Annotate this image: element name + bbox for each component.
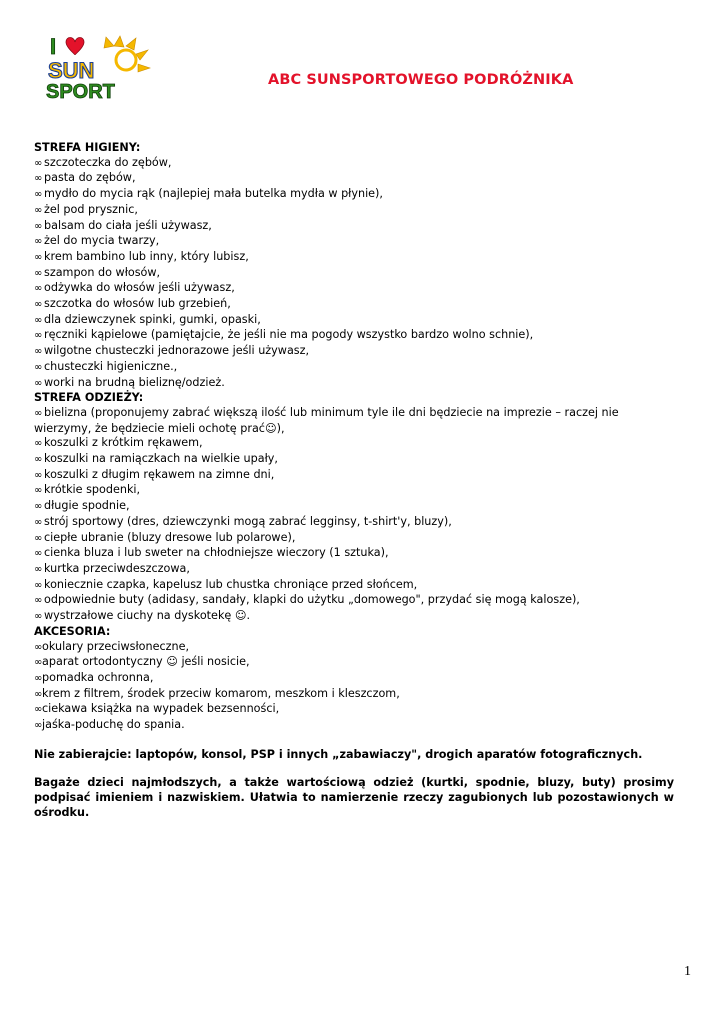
list-item — [34, 344, 674, 360]
list-item-text: bielizna (proponujemy zabrać większą ilość lub minimum tyle ile dni będziecie na imprezie – raczej nie wierzymy, że będziecie mieli ochotę prać☺), — [34, 405, 619, 435]
infinity-bullet-icon: ∞ — [34, 220, 43, 232]
list-item-text: ciekawa książka na wypadek bezsenności, — [42, 702, 280, 716]
list-item — [34, 360, 674, 376]
section-heading: AKCESORIA: — [34, 624, 111, 638]
list-item-text: krem z filtrem, środek przeciw komarom, meszkom i kleszczom, — [42, 686, 400, 700]
list-item — [34, 593, 674, 609]
list-item-text: ręczniki kąpielowe (pamiętajcie, że jeśli nie ma pogody wszystko bardzo wolno schnie), — [44, 328, 534, 342]
list-item-text: wilgotne chusteczki jednorazowe jeśli używasz, — [44, 344, 310, 358]
list-item — [34, 234, 674, 250]
infinity-bullet-icon: ∞ — [34, 236, 43, 248]
list-item-text: szampon do włosów, — [44, 265, 161, 279]
list-item — [34, 452, 674, 468]
list-item — [34, 718, 674, 734]
infinity-bullet-icon: ∞ — [34, 532, 43, 544]
list-item — [34, 687, 674, 703]
infinity-bullet-icon: ∞ — [34, 189, 43, 201]
list-item — [34, 655, 674, 671]
list-item-text: krótkie spodenki, — [44, 483, 141, 497]
list-item — [34, 671, 674, 687]
infinity-bullet-icon: ∞ — [34, 688, 43, 700]
list-item — [34, 250, 674, 266]
list-item-text: żel pod prysznic, — [44, 202, 138, 216]
infinity-bullet-icon: ∞ — [34, 314, 43, 326]
document-title: ABC SUNSPORTOWEGO PODRÓŻNIKA — [268, 72, 574, 88]
list-item — [34, 609, 674, 625]
list-item — [34, 171, 674, 187]
logo-i: I — [50, 34, 57, 59]
infinity-bullet-icon: ∞ — [34, 251, 43, 263]
list-item — [34, 562, 674, 578]
infinity-bullet-icon: ∞ — [34, 611, 43, 623]
infinity-bullet-icon: ∞ — [34, 704, 43, 716]
list-item — [34, 266, 674, 282]
list-item-text: koszulki na ramiączkach na wielkie upały, — [44, 452, 278, 466]
infinity-bullet-icon: ∞ — [34, 361, 43, 373]
infinity-bullet-icon: ∞ — [34, 657, 43, 669]
sun-icon — [104, 36, 150, 72]
list-item-text: worki na brudną bieliznę/odzież. — [44, 375, 225, 389]
list-item-text: mydło do mycia rąk (najlepiej mała butelka mydła w płynie), — [44, 187, 383, 201]
list-item — [34, 281, 674, 297]
list-item-text: pomadka ochronna, — [42, 670, 154, 684]
list-item — [34, 578, 674, 594]
list-item-text: chusteczki higieniczne., — [44, 359, 178, 373]
infinity-bullet-icon: ∞ — [34, 330, 43, 342]
infinity-bullet-icon: ∞ — [34, 563, 43, 575]
list-item-text: ciepłe ubranie (bluzy dresowe lub polarowe), — [44, 530, 296, 544]
infinity-bullet-icon: ∞ — [34, 595, 43, 607]
list-item-text: szczoteczka do zębów, — [44, 155, 172, 169]
infinity-bullet-icon: ∞ — [34, 548, 43, 560]
list-item-text: dla dziewczynek spinki, gumki, opaski, — [44, 312, 261, 326]
page-number: 1 — [684, 964, 691, 979]
list-item-text: odpowiednie buty (adidasy, sandały, klapki do użytku „domowego", przydać się mogą kalosze), — [44, 593, 580, 607]
list-item — [34, 546, 674, 562]
logo-graphic — [44, 34, 156, 102]
list-item-text: pasta do zębów, — [44, 171, 136, 185]
list-item-text: koszulki z długim rękawem na zimne dni, — [44, 467, 275, 481]
list-item — [34, 468, 674, 484]
section-heading: STREFA HIGIENY: — [34, 141, 141, 154]
section-heading: STREFA ODZIEŻY: — [34, 391, 144, 405]
infinity-bullet-icon: ∞ — [34, 516, 43, 528]
list-item-text: strój sportowy (dres, dziewczynki mogą zabrać legginsy, t-shirt'y, bluzy), — [44, 514, 452, 528]
list-item — [34, 376, 674, 392]
logo-sun-text: SUN — [48, 58, 95, 83]
list-item-text: żel do mycia twarzy, — [44, 234, 160, 248]
infinity-bullet-icon: ∞ — [34, 672, 43, 684]
heart-icon — [66, 38, 84, 56]
list-item — [34, 515, 674, 531]
list-item — [34, 436, 674, 452]
list-item — [34, 313, 674, 329]
list-item — [34, 187, 674, 203]
notice-do-not-bring: Nie zabierajcie: laptopów, konsol, PSP i innych „zabawiaczy", drogich aparatów fotograficznych. — [34, 747, 643, 761]
list-item-text: aparat ortodontyczny ☺ jeśli nosicie, — [42, 655, 250, 669]
list-item-text: jaśka-poduchę do spania. — [42, 718, 185, 732]
infinity-bullet-icon: ∞ — [34, 407, 43, 419]
list-item — [34, 483, 674, 499]
infinity-bullet-icon: ∞ — [34, 299, 43, 311]
list-item-text: długie spodnie, — [44, 499, 130, 513]
infinity-bullet-icon: ∞ — [34, 346, 43, 358]
infinity-bullet-icon: ∞ — [34, 438, 43, 450]
list-item-text: okulary przeciwsłoneczne, — [42, 639, 190, 653]
infinity-bullet-icon: ∞ — [34, 283, 43, 295]
list-item-text: szczotka do włosów lub grzebień, — [44, 297, 231, 311]
list-item — [34, 156, 674, 172]
infinity-bullet-icon: ∞ — [34, 641, 43, 653]
list-item — [34, 531, 674, 547]
infinity-bullet-icon: ∞ — [34, 204, 43, 216]
list-item-text: balsam do ciała jeśli używasz, — [44, 218, 212, 232]
list-item-text: koniecznie czapka, kapelusz lub chustka chroniące przed słońcem, — [44, 577, 418, 591]
list-item-text: kurtka przeciwdeszczowa, — [44, 561, 190, 575]
infinity-bullet-icon: ∞ — [34, 157, 43, 169]
list-item — [34, 499, 674, 515]
list-item — [34, 328, 674, 344]
document-body — [34, 141, 674, 821]
infinity-bullet-icon: ∞ — [34, 485, 43, 497]
list-item — [34, 406, 674, 436]
infinity-bullet-icon: ∞ — [34, 173, 43, 185]
logo-sport-text: SPORT — [46, 81, 115, 102]
list-item-text: koszulki z krótkim rękawem, — [44, 436, 203, 450]
infinity-bullet-icon: ∞ — [34, 501, 43, 513]
list-item — [34, 203, 674, 219]
list-item — [34, 640, 674, 656]
list-item-text: wystrzałowe ciuchy na dyskotekę ☺. — [44, 609, 251, 623]
infinity-bullet-icon: ∞ — [34, 579, 43, 591]
infinity-bullet-icon: ∞ — [34, 720, 43, 732]
infinity-bullet-icon: ∞ — [34, 267, 43, 279]
list-item — [34, 702, 674, 718]
list-item — [34, 297, 674, 313]
infinity-bullet-icon: ∞ — [34, 377, 43, 389]
notice-label-luggage: Bagaże dzieci najmłodszych, a także wartościową odzież (kurtki, spodnie, bluzy, buty) prosimy podpisać imieniem i nazwiskiem. Ułatwia to namierzenie rzeczy zagubionych lub pozostawionych w ośrodku. — [34, 776, 674, 819]
infinity-bullet-icon: ∞ — [34, 469, 43, 481]
list-item-text: cienka bluza i lub sweter na chłodniejsze wieczory (1 sztuka), — [44, 546, 389, 560]
list-item-text: krem bambino lub inny, który lubisz, — [44, 249, 249, 263]
sunsport-logo — [44, 34, 156, 102]
list-item-text: odżywka do włosów jeśli używasz, — [44, 281, 235, 295]
infinity-bullet-icon: ∞ — [34, 454, 43, 466]
list-item — [34, 219, 674, 235]
